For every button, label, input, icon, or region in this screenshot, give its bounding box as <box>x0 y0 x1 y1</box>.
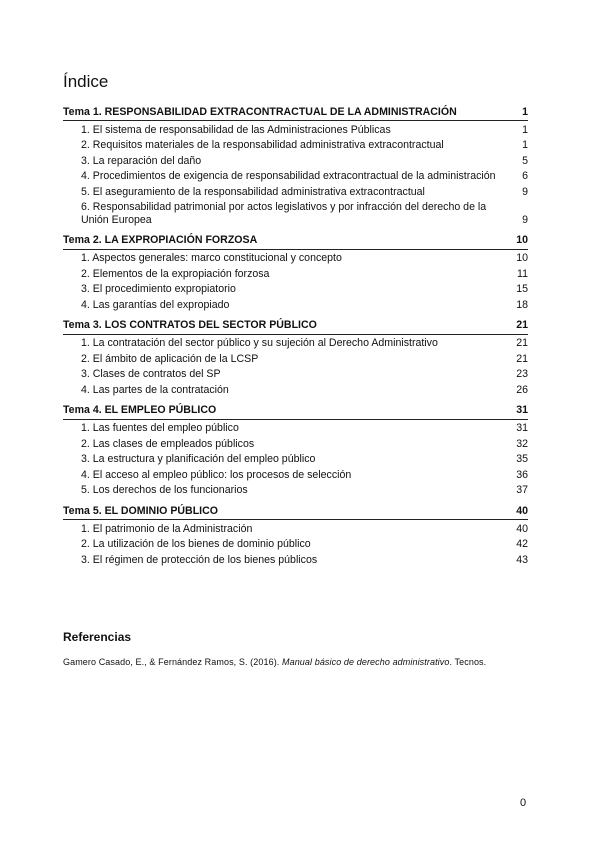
toc-entry[interactable] <box>63 184 528 200</box>
toc-section <box>63 318 528 398</box>
toc-entry-label: 3. El régimen de protección de los bienes públicos <box>81 553 318 566</box>
toc-entry-label: 3. El procedimiento expropiatorio <box>81 283 236 295</box>
toc-entry[interactable] <box>63 351 528 367</box>
toc-entry-page: 11 <box>517 267 528 280</box>
toc-entry-label: 4. Procedimientos de exigencia de responsabilidad extracontractual de la administración <box>81 170 496 182</box>
toc-entry-page: 10 <box>516 252 528 264</box>
toc-entry-page: 1 <box>522 123 528 136</box>
index-title: Índice <box>63 72 109 91</box>
toc-section-heading[interactable] <box>63 318 528 335</box>
toc-entry-page: 35 <box>516 453 528 465</box>
toc-entry[interactable] <box>63 552 528 568</box>
toc-entry[interactable] <box>63 452 528 468</box>
toc-entry-page: 26 <box>516 383 528 396</box>
toc-section <box>63 403 528 499</box>
toc-entry-label: 2. Las clases de empleados públicos <box>81 437 255 450</box>
toc-entry[interactable] <box>63 336 528 352</box>
toc-entry[interactable] <box>63 138 528 154</box>
toc-entry-label: 4. Las partes de la contratación <box>81 383 229 396</box>
toc-entry-label: 4. Las garantías del expropiado <box>81 298 230 311</box>
toc-entry[interactable] <box>63 467 528 483</box>
toc-section-page: 40 <box>516 504 528 517</box>
toc-entry-page: 43 <box>516 553 528 566</box>
reference-publisher: . Tecnos. <box>449 657 487 667</box>
table-of-contents <box>63 104 528 573</box>
toc-entry-page: 42 <box>516 538 528 550</box>
reference-entry <box>63 656 543 668</box>
toc-section-heading[interactable] <box>63 503 528 520</box>
reference-authors: Gamero Casado, E., & Fernández Ramos, S. (2016). <box>63 657 282 667</box>
toc-section-title: Tema 5. EL DOMINIO PÚBLICO <box>63 504 219 517</box>
toc-entry[interactable] <box>63 436 528 452</box>
toc-section-title: Tema 4. EL EMPLEO PÚBLICO <box>63 404 217 416</box>
toc-entry-page: 31 <box>516 422 528 434</box>
toc-entry-label: 5. El aseguramiento de la responsabilidad administrativa extracontractual <box>81 185 425 198</box>
toc-entry-page: 18 <box>516 298 528 311</box>
toc-section-page: 1 <box>522 105 528 118</box>
toc-entry-label: 2. El ámbito de aplicación de la LCSP <box>81 352 259 365</box>
toc-entry-page: 6 <box>522 170 528 182</box>
toc-entry-label: 4. El acceso al empleo público: los procesos de selección <box>81 468 352 481</box>
toc-entry-label: 2. La utilización de los bienes de dominio público <box>81 538 311 550</box>
toc-entry[interactable] <box>63 421 528 437</box>
toc-section-page: 31 <box>516 404 528 416</box>
toc-entry-page: 23 <box>516 368 528 380</box>
toc-section-heading[interactable] <box>63 233 528 250</box>
toc-entry-page: 37 <box>516 484 528 496</box>
toc-entry[interactable] <box>63 521 528 537</box>
toc-section-heading[interactable] <box>63 104 528 121</box>
toc-entry-label: 1. Las fuentes del empleo público <box>81 422 239 434</box>
toc-entry[interactable] <box>63 367 528 383</box>
toc-entry[interactable] <box>63 169 528 185</box>
references-title: Referencias <box>63 630 132 644</box>
toc-entry-page: 1 <box>522 139 528 151</box>
toc-section <box>63 233 528 313</box>
toc-section-title: Tema 3. LOS CONTRATOS DEL SECTOR PÚBLICO <box>63 319 317 331</box>
toc-section <box>63 104 528 228</box>
toc-entry-page: 15 <box>516 283 528 295</box>
toc-entry-label: 5. Los derechos de los funcionarios <box>81 484 248 496</box>
toc-entry[interactable] <box>63 282 528 298</box>
toc-section-page: 10 <box>516 234 528 246</box>
toc-entry[interactable] <box>63 266 528 282</box>
toc-entry[interactable] <box>63 200 528 228</box>
toc-entry-label: 2. Elementos de la expropiación forzosa <box>81 267 270 280</box>
toc-entry[interactable] <box>63 297 528 313</box>
toc-entry-label: 1. La contratación del sector público y su sujeción al Derecho Administrativo <box>81 337 438 349</box>
toc-entry[interactable] <box>63 251 528 267</box>
page-number: 0 <box>520 797 527 809</box>
toc-entry-page: 21 <box>516 352 528 365</box>
toc-entry[interactable] <box>63 382 528 398</box>
toc-entry-label: 2. Requisitos materiales de la responsabilidad administrativa extracontractual <box>81 139 444 151</box>
toc-entry[interactable] <box>63 483 528 499</box>
toc-entry[interactable] <box>63 153 528 169</box>
toc-entry-label: 1. El sistema de responsabilidad de las Administraciones Públicas <box>81 123 391 136</box>
toc-entry-page: 21 <box>516 337 528 349</box>
toc-section-title: Tema 1. RESPONSABILIDAD EXTRACONTRACTUAL DE LA ADMINISTRACIÓN <box>63 105 457 118</box>
toc-entry-label: 6. Responsabilidad patrimonial por actos legislativos y por infracción del derecho de la Unión Europea <box>81 201 487 226</box>
toc-entry-page: 9 <box>522 213 528 226</box>
toc-section-title: Tema 2. LA EXPROPIACIÓN FORZOSA <box>63 234 258 246</box>
toc-entry[interactable] <box>63 122 528 138</box>
toc-entry-page: 40 <box>516 522 528 535</box>
toc-entry-page: 32 <box>516 437 528 450</box>
toc-entry-label: 1. El patrimonio de la Administración <box>81 522 253 535</box>
toc-entry-page: 9 <box>522 185 528 198</box>
toc-section <box>63 503 528 568</box>
toc-section-heading[interactable] <box>63 403 528 420</box>
toc-entry-label: 3. La estructura y planificación del empleo público <box>81 453 316 465</box>
toc-section-page: 21 <box>516 319 528 331</box>
toc-entry-label: 3. La reparación del daño <box>81 154 202 167</box>
toc-entry[interactable] <box>63 537 528 553</box>
reference-book-title: Manual básico de derecho administrativo <box>282 657 450 667</box>
toc-entry-label: 3. Clases de contratos del SP <box>81 368 221 380</box>
toc-entry-page: 36 <box>516 468 528 481</box>
toc-entry-page: 5 <box>522 154 528 167</box>
toc-entry-label: 1. Aspectos generales: marco constitucional y concepto <box>81 252 342 264</box>
